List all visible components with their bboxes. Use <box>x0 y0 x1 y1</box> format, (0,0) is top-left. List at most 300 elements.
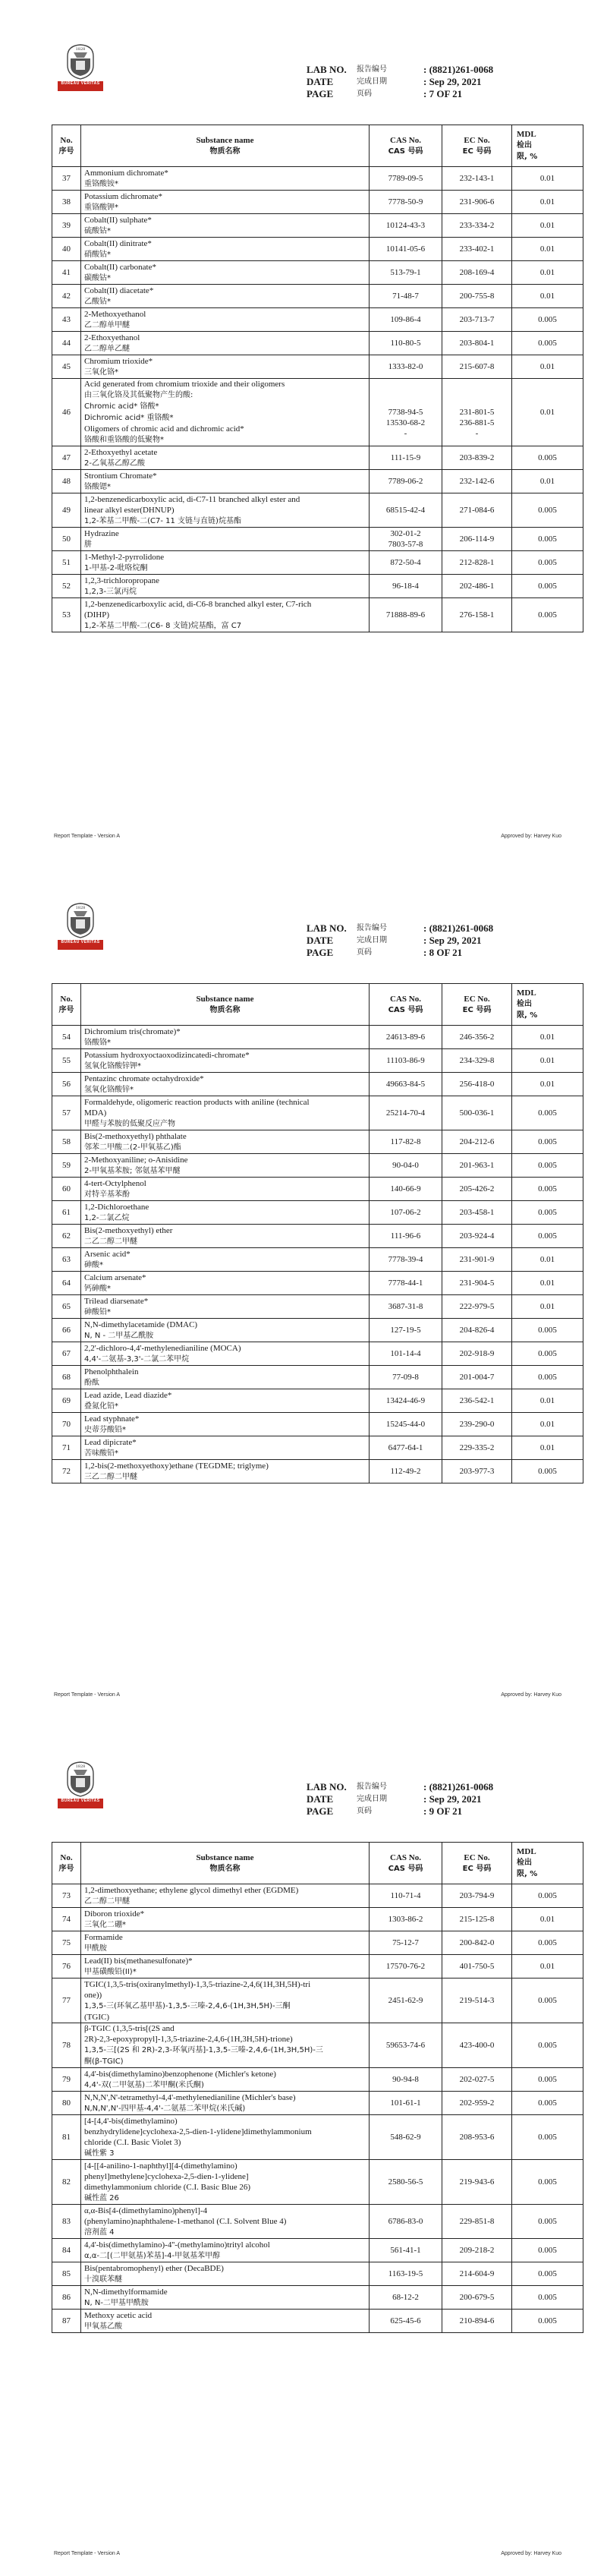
row-number: 74 <box>52 1908 81 1931</box>
cas-number: 96-18-4 <box>370 575 442 598</box>
mdl-value: 0.005 <box>512 1130 583 1154</box>
lab-no-value: : (8821)261-0068 <box>423 1781 494 1792</box>
mdl-value: 0.005 <box>512 308 583 332</box>
cas-number: 101-61-1 <box>370 2092 442 2115</box>
col-header-no: No. 序号 <box>52 984 81 1026</box>
cas-number: 302-01-2 7803-57-8 <box>370 528 442 551</box>
mdl-value: 0.01 <box>512 1295 583 1319</box>
table-row <box>52 332 583 355</box>
footer-approved-by: Approved by: Harvey Kuo <box>501 1692 561 1698</box>
cas-number: 2580-56-5 <box>370 2160 442 2205</box>
cas-number: 101-14-4 <box>370 1342 442 1366</box>
row-number: 85 <box>52 2262 81 2286</box>
substance-name: N,N-dimethylformamide N, N-二甲基甲酰胺 <box>81 2286 370 2310</box>
ec-number: 203-804-1 <box>442 332 512 355</box>
ec-number: 203-794-9 <box>442 1884 512 1908</box>
ec-number: 210-894-6 <box>442 2310 512 2333</box>
bureau-veritas-logo <box>56 901 105 951</box>
table-row <box>52 528 583 551</box>
substance-name: [4-[4,4'-bis(dimethylamino) benzhydrylidene]cyclohexa-2,5-dien-1-ylidene]dimethylammonium chloride (C.I. Basic Violet 3) 碱性紫 3 <box>81 2115 370 2160</box>
cas-number: 872-50-4 <box>370 551 442 575</box>
ec-number: 214-604-9 <box>442 2262 512 2286</box>
cas-number: 111-96-6 <box>370 1225 442 1248</box>
mdl-value: 0.005 <box>512 1884 583 1908</box>
substance-name: Cobalt(II) diacetate* 乙酸钴* <box>81 285 370 308</box>
col-header-mdl: MDL 检出 限, % <box>512 1843 583 1884</box>
page-label: PAGE <box>307 88 334 99</box>
lab-no-label: LAB NO. <box>307 1781 347 1792</box>
table-row <box>52 285 583 308</box>
table-header-row <box>52 1843 583 1884</box>
cas-number: 71-48-7 <box>370 285 442 308</box>
substance-name: Cobalt(II) sulphate* 硫酸钴* <box>81 214 370 238</box>
cas-number: 11103-86-9 <box>370 1049 442 1073</box>
table-row <box>52 1225 583 1248</box>
date-label: DATE <box>307 935 334 946</box>
mdl-value: 0.005 <box>512 1154 583 1178</box>
cas-number: 1303-86-2 <box>370 1908 442 1931</box>
table-row <box>52 1413 583 1436</box>
table-row <box>52 214 583 238</box>
row-number: 52 <box>52 575 81 598</box>
mdl-value: 0.01 <box>512 1389 583 1413</box>
mdl-value: 0.005 <box>512 2262 583 2286</box>
cas-number: 1163-19-5 <box>370 2262 442 2286</box>
report-header <box>307 64 493 100</box>
substance-name: 2-Methoxyethanol 乙二醇单甲醚 <box>81 308 370 332</box>
cas-number: 7738-94-5 13530-68-2 - <box>370 379 442 446</box>
date-label-cn: 完成日期 <box>357 936 387 944</box>
substance-name: Lead styphnate* 史蒂芬酸铅* <box>81 1413 370 1436</box>
substance-name: Lead azide, Lead diazide* 叠氮化铅* <box>81 1389 370 1413</box>
row-number: 39 <box>52 214 81 238</box>
report-header <box>307 1781 493 1818</box>
table-row <box>52 2092 583 2115</box>
footer-approved-by: Approved by: Harvey Kuo <box>501 834 561 839</box>
table-row <box>52 2262 583 2286</box>
mdl-value: 0.01 <box>512 285 583 308</box>
substance-name: Lead(II) bis(methanesulfonate)* 甲基磺酸铅(II)* <box>81 1955 370 1979</box>
cas-number: 561-41-1 <box>370 2239 442 2262</box>
ec-number: 202-959-2 <box>442 2092 512 2115</box>
date-label-cn: 完成日期 <box>357 1795 387 1803</box>
ec-number: 222-979-5 <box>442 1295 512 1319</box>
mdl-value: 0.005 <box>512 551 583 575</box>
substance-name: Methoxy acetic acid 甲氧基乙酸 <box>81 2310 370 2333</box>
row-number: 76 <box>52 1955 81 1979</box>
substance-name: 2-Ethoxyethyl acetate 2-乙氧基乙醇乙酸 <box>81 446 370 470</box>
table-row <box>52 355 583 379</box>
table-row <box>52 238 583 261</box>
row-number: 41 <box>52 261 81 285</box>
cas-number: 71888-89-6 <box>370 598 442 632</box>
row-number: 78 <box>52 2023 81 2068</box>
row-number: 67 <box>52 1342 81 1366</box>
cas-number: 140-66-9 <box>370 1178 442 1201</box>
ec-number: 231-906-6 <box>442 191 512 214</box>
row-number: 70 <box>52 1413 81 1436</box>
mdl-value: 0.005 <box>512 1342 583 1366</box>
cas-number: 117-82-8 <box>370 1130 442 1154</box>
ec-number: 219-514-3 <box>442 1979 512 2023</box>
row-number: 83 <box>52 2205 81 2239</box>
table-row <box>52 1908 583 1931</box>
cas-number: 17570-76-2 <box>370 1955 442 1979</box>
table-row <box>52 1248 583 1272</box>
svg-text:1828: 1828 <box>75 1764 86 1769</box>
substance-name: TGIC(1,3,5-tris(oxiranylmethyl)-1,3,5-triazine-2,4,6(1H,3H,5H)-tri one)) 1,3,5-三(环氧乙基甲基)-1,3,5-三嗪-2,4,6-(1H,3H,5H)-三酮 (TGIC) <box>81 1979 370 2023</box>
page-number-value: : 9 OF 21 <box>423 1805 463 1817</box>
row-number: 66 <box>52 1319 81 1342</box>
mdl-value: 0.01 <box>512 1413 583 1436</box>
substance-name: 2-Methoxyaniline; o-Anisidine 2-甲氧基苯胺; 邻氨基苯甲醚 <box>81 1154 370 1178</box>
ec-number: 229-851-8 <box>442 2205 512 2239</box>
cas-number: 15245-44-0 <box>370 1413 442 1436</box>
col-header-substance: Substance name 物质名称 <box>81 1843 370 1884</box>
mdl-value: 0.01 <box>512 214 583 238</box>
date-label: DATE <box>307 76 334 87</box>
col-header-ec: EC No. EC 号码 <box>442 984 512 1026</box>
table-row <box>52 1366 583 1389</box>
page-label: PAGE <box>307 1805 334 1817</box>
mdl-value: 0.01 <box>512 1955 583 1979</box>
cas-number: 127-19-5 <box>370 1319 442 1342</box>
cas-number: 2451-62-9 <box>370 1979 442 2023</box>
mdl-value: 0.005 <box>512 2115 583 2160</box>
row-number: 49 <box>52 493 81 528</box>
mdl-value: 0.005 <box>512 332 583 355</box>
row-number: 50 <box>52 528 81 551</box>
col-header-cas: CAS No. CAS 号码 <box>370 1843 442 1884</box>
bureau-veritas-logo <box>56 1760 105 1810</box>
lab-no-label: LAB NO. <box>307 922 347 934</box>
mdl-value: 0.005 <box>512 1366 583 1389</box>
svg-text:1828: 1828 <box>75 906 86 910</box>
substance-name: 1,2-dimethoxyethane; ethylene glycol dimethyl ether (EGDME) 乙二醇二甲醚 <box>81 1884 370 1908</box>
date-value: : Sep 29, 2021 <box>423 76 482 87</box>
table-row <box>52 2205 583 2239</box>
row-number: 55 <box>52 1049 81 1073</box>
mdl-value: 0.005 <box>512 2205 583 2239</box>
ec-number: 208-953-6 <box>442 2115 512 2160</box>
table-row <box>52 1026 583 1049</box>
substance-name: Cobalt(II) dinitrate* 硝酸钴* <box>81 238 370 261</box>
ec-number: 229-335-2 <box>442 1436 512 1460</box>
col-header-mdl: MDL 检出 限, % <box>512 984 583 1026</box>
row-number: 77 <box>52 1979 81 2023</box>
cas-number: 625-45-6 <box>370 2310 442 2333</box>
cas-number: 3687-31-8 <box>370 1295 442 1319</box>
mdl-value: 0.005 <box>512 1931 583 1955</box>
ec-number: 232-143-1 <box>442 167 512 191</box>
substance-name: α,α-Bis[4-(dimethylamino)phenyl]-4 (phenylamino)naphthalene-1-methanol (C.I. Solvent Blue 4) 溶剂蓝 4 <box>81 2205 370 2239</box>
ec-number: 219-943-6 <box>442 2160 512 2205</box>
mdl-value: 0.005 <box>512 2160 583 2205</box>
table-row <box>52 1154 583 1178</box>
substance-name: Bis(2-methoxyethyl) ether 二乙二醇二甲醚 <box>81 1225 370 1248</box>
row-number: 72 <box>52 1460 81 1483</box>
row-number: 86 <box>52 2286 81 2310</box>
table-row <box>52 493 583 528</box>
ec-number: 231-801-5 236-881-5 - <box>442 379 512 446</box>
cas-number: 59653-74-6 <box>370 2023 442 2068</box>
table-row <box>52 2068 583 2092</box>
substance-name: Phenolphthalein 酚酞 <box>81 1366 370 1389</box>
mdl-value: 0.005 <box>512 1201 583 1225</box>
table-header-row <box>52 125 583 167</box>
table-row <box>52 1096 583 1130</box>
cas-number: 49663-84-5 <box>370 1073 442 1096</box>
table-row <box>52 470 583 493</box>
table-row <box>52 1460 583 1483</box>
row-number: 80 <box>52 2092 81 2115</box>
page-number-value: : 8 OF 21 <box>423 947 463 958</box>
row-number: 58 <box>52 1130 81 1154</box>
row-number: 43 <box>52 308 81 332</box>
row-number: 60 <box>52 1178 81 1201</box>
row-number: 62 <box>52 1225 81 1248</box>
col-header-mdl: MDL 检出 限, % <box>512 125 583 167</box>
mdl-value: 0.01 <box>512 1049 583 1073</box>
ec-number: 204-212-6 <box>442 1130 512 1154</box>
mdl-value: 0.005 <box>512 446 583 470</box>
row-number: 87 <box>52 2310 81 2333</box>
cas-number: 75-12-7 <box>370 1931 442 1955</box>
table-row <box>52 1884 583 1908</box>
ec-number: 203-458-1 <box>442 1201 512 1225</box>
mdl-value: 0.01 <box>512 1073 583 1096</box>
substance-name: Bis(2-methoxyethyl) phthalate 邻苯二甲酸二(2-甲氧基乙)酯 <box>81 1130 370 1154</box>
table-row <box>52 446 583 470</box>
cas-number: 10141-05-6 <box>370 238 442 261</box>
row-number: 44 <box>52 332 81 355</box>
mdl-value: 0.01 <box>512 191 583 214</box>
date-value: : Sep 29, 2021 <box>423 935 482 946</box>
ec-number: 203-977-3 <box>442 1460 512 1483</box>
ec-number: 423-400-0 <box>442 2023 512 2068</box>
mdl-value: 0.01 <box>512 1436 583 1460</box>
ec-number: 256-418-0 <box>442 1073 512 1096</box>
row-number: 40 <box>52 238 81 261</box>
substance-name: 1,2-bis(2-methoxyethoxy)ethane (TEGDME; triglyme) 三乙二醇二甲醚 <box>81 1460 370 1483</box>
col-header-substance: Substance name 物质名称 <box>81 125 370 167</box>
report-page <box>0 0 607 859</box>
footer-template-version: Report Template - Version A <box>54 2551 121 2556</box>
table-row <box>52 551 583 575</box>
substance-name: Chromium trioxide* 三氧化铬* <box>81 355 370 379</box>
ec-number: 201-004-7 <box>442 1366 512 1389</box>
cas-number: 90-94-8 <box>370 2068 442 2092</box>
mdl-value: 0.005 <box>512 528 583 551</box>
ec-number: 201-963-1 <box>442 1154 512 1178</box>
bureau-veritas-crest-icon <box>63 901 98 939</box>
table-row <box>52 598 583 632</box>
lab-no-label-cn: 报告编号 <box>357 924 387 932</box>
table-row <box>52 1295 583 1319</box>
table-row <box>52 261 583 285</box>
lab-no-label-cn: 报告编号 <box>357 1783 387 1791</box>
mdl-value: 0.005 <box>512 1319 583 1342</box>
cas-number: 7789-09-5 <box>370 167 442 191</box>
row-number: 73 <box>52 1884 81 1908</box>
cas-number: 77-09-8 <box>370 1366 442 1389</box>
substance-name: Lead dipicrate* 苦味酸铅* <box>81 1436 370 1460</box>
mdl-value: 0.005 <box>512 2092 583 2115</box>
row-number: 82 <box>52 2160 81 2205</box>
mdl-value: 0.01 <box>512 1908 583 1931</box>
table-row <box>52 1201 583 1225</box>
ec-number: 205-426-2 <box>442 1178 512 1201</box>
report-header <box>307 922 493 959</box>
table-row <box>52 167 583 191</box>
mdl-value: 0.01 <box>512 1272 583 1295</box>
date-value: : Sep 29, 2021 <box>423 1793 482 1805</box>
cas-number: 6477-64-1 <box>370 1436 442 1460</box>
mdl-value: 0.005 <box>512 1979 583 2023</box>
mdl-value: 0.005 <box>512 1460 583 1483</box>
mdl-value: 0.01 <box>512 355 583 379</box>
table-row <box>52 1130 583 1154</box>
lab-no-value: : (8821)261-0068 <box>423 922 494 934</box>
table-row <box>52 2115 583 2160</box>
cas-number: 7778-39-4 <box>370 1248 442 1272</box>
row-number: 68 <box>52 1366 81 1389</box>
page-label-cn: 页码 <box>357 948 372 957</box>
row-number: 56 <box>52 1073 81 1096</box>
row-number: 75 <box>52 1931 81 1955</box>
footer-template-version: Report Template - Version A <box>54 834 121 839</box>
table-row <box>52 191 583 214</box>
table-row <box>52 2286 583 2310</box>
table-row <box>52 1272 583 1295</box>
footer-template-version: Report Template - Version A <box>54 1692 121 1698</box>
substance-name: Cobalt(II) carbonate* 碳酸钴* <box>81 261 370 285</box>
cas-number: 112-49-2 <box>370 1460 442 1483</box>
page-label-cn: 页码 <box>357 1807 372 1815</box>
ec-number: 203-839-2 <box>442 446 512 470</box>
cas-number: 548-62-9 <box>370 2115 442 2160</box>
substance-name: β-TGIC (1,3,5-tris[(2S and 2R)-2,3-epoxypropyl]-1,3,5-triazine-2,4,6-(1H,3H,5H)-trione) 1,3,5-三[(2S 和 2R)-2,3-环氧丙基]-1,3,5-三嗪-2,4,6-(1H,3H,5H)-三 酮(β-TGIC) <box>81 2023 370 2068</box>
logo-wordmark: BUREAU VERITAS <box>58 81 103 91</box>
row-number: 69 <box>52 1389 81 1413</box>
table-row <box>52 379 583 446</box>
mdl-value: 0.005 <box>512 2068 583 2092</box>
substance-name: 4,4'-bis(dimethylamino)benzophenone (Michler's ketone) 4,4'-双(二甲氨基)二苯甲酮(米氏酮) <box>81 2068 370 2092</box>
table-row <box>52 1049 583 1073</box>
cas-number: 24613-89-6 <box>370 1026 442 1049</box>
cas-number: 513-79-1 <box>370 261 442 285</box>
substance-name: [4-[[4-anilino-1-naphthyl][4-(dimethylamino) phenyl]methylene]cyclohexa-2,5-dien-1-ylidene] dimethylammonium chloride (C.I. Basic Blue 26) 碱性蓝 26 <box>81 2160 370 2205</box>
cas-number: 68515-42-4 <box>370 493 442 528</box>
row-number: 81 <box>52 2115 81 2160</box>
row-number: 71 <box>52 1436 81 1460</box>
cas-number: 7789-06-2 <box>370 470 442 493</box>
page-label: PAGE <box>307 947 334 958</box>
bureau-veritas-crest-icon <box>63 43 98 80</box>
substance-name: 1-Methyl-2-pyrrolidone 1-甲基-2-吡咯烷酮 <box>81 551 370 575</box>
substance-name: Potassium dichromate* 重铬酸钾* <box>81 191 370 214</box>
substance-name: 2,2'-dichloro-4,4'-methylenedianiline (MOCA) 4,4'-二氨基-3,3'-二氯二苯甲烷 <box>81 1342 370 1366</box>
mdl-value: 0.005 <box>512 2023 583 2068</box>
col-header-ec: EC No. EC 号码 <box>442 1843 512 1884</box>
mdl-value: 0.005 <box>512 575 583 598</box>
ec-number: 276-158-1 <box>442 598 512 632</box>
col-header-cas: CAS No. CAS 号码 <box>370 125 442 167</box>
cas-number: 7778-44-1 <box>370 1272 442 1295</box>
cas-number: 1333-82-0 <box>370 355 442 379</box>
date-label-cn: 完成日期 <box>357 77 387 86</box>
cas-number: 68-12-2 <box>370 2286 442 2310</box>
col-header-ec: EC No. EC 号码 <box>442 125 512 167</box>
table-row <box>52 1979 583 2023</box>
table-row <box>52 575 583 598</box>
substance-name: N,N-dimethylacetamide (DMAC) N, N - 二甲基乙酰胺 <box>81 1319 370 1342</box>
substance-name: 1,2,3-trichloropropane 1,2,3-三氯丙烷 <box>81 575 370 598</box>
cas-number: 110-71-4 <box>370 1884 442 1908</box>
substance-name: N,N,N',N'-tetramethyl-4,4'-methylenedianiline (Michler's base) N,N,N',N'-四甲基-4,4'-二氨基二苯甲烷(米氏碱) <box>81 2092 370 2115</box>
table-row <box>52 1319 583 1342</box>
substance-name: Formamide 甲酰胺 <box>81 1931 370 1955</box>
col-header-cas: CAS No. CAS 号码 <box>370 984 442 1026</box>
cas-number: 90-04-0 <box>370 1154 442 1178</box>
row-number: 63 <box>52 1248 81 1272</box>
ec-number: 500-036-1 <box>442 1096 512 1130</box>
substance-name: Diboron trioxide* 三氧化二硼* <box>81 1908 370 1931</box>
ec-number: 206-114-9 <box>442 528 512 551</box>
ec-number: 215-607-8 <box>442 355 512 379</box>
substance-name: Ammonium dichromate* 重铬酸铵* <box>81 167 370 191</box>
substance-table <box>52 983 583 1483</box>
substance-name: 4,4'-bis(dimethylamino)-4''-(methylamino)trityl alcohol α,α-二[(二甲氨基)苯基]-4-甲氨基苯甲醇 <box>81 2239 370 2262</box>
mdl-value: 0.01 <box>512 1026 583 1049</box>
ec-number: 236-542-1 <box>442 1389 512 1413</box>
cas-number: 6786-83-0 <box>370 2205 442 2239</box>
bureau-veritas-crest-icon <box>63 1760 98 1798</box>
substance-name: Formaldehyde, oligomeric reaction products with aniline (technical MDA) 甲醛与苯胺的低聚反应产物 <box>81 1096 370 1130</box>
substance-name: Acid generated from chromium trioxide and their oligomers 由三氧化铬及其低聚物产生的酸: Chromic acid* 铬酸* Dichromic acid* 重铬酸* Oligomers of chromic acid and dichromic acid* 铬酸和重铬酸的低聚物* <box>81 379 370 446</box>
substance-name: Arsenic acid* 砷酸* <box>81 1248 370 1272</box>
substance-name: Pentazinc chromate octahydroxide* 氢氧化铬酸锌* <box>81 1073 370 1096</box>
ec-number: 271-084-6 <box>442 493 512 528</box>
mdl-value: 0.005 <box>512 1225 583 1248</box>
col-header-substance: Substance name 物质名称 <box>81 984 370 1026</box>
mdl-value: 0.005 <box>512 2286 583 2310</box>
mdl-value: 0.01 <box>512 1248 583 1272</box>
row-number: 46 <box>52 379 81 446</box>
row-number: 53 <box>52 598 81 632</box>
substance-name: Dichromium tris(chromate)* 铬酸铬* <box>81 1026 370 1049</box>
substance-name: 1,2-benzenedicarboxylic acid, di-C6-8 branched alkyl ester, C7-rich (DIHP) 1,2-苯基二甲酸-二(C6- 8 支链)烷基酯，富 C7 <box>81 598 370 632</box>
cas-number: 25214-70-4 <box>370 1096 442 1130</box>
ec-number: 231-901-9 <box>442 1248 512 1272</box>
ec-number: 246-356-2 <box>442 1026 512 1049</box>
mdl-value: 0.01 <box>512 261 583 285</box>
ec-number: 234-329-8 <box>442 1049 512 1073</box>
row-number: 45 <box>52 355 81 379</box>
table-header-row <box>52 984 583 1026</box>
row-number: 65 <box>52 1295 81 1319</box>
mdl-value: 0.005 <box>512 1178 583 1201</box>
row-number: 84 <box>52 2239 81 2262</box>
mdl-value: 0.01 <box>512 167 583 191</box>
logo-wordmark: BUREAU VERITAS <box>58 940 103 950</box>
ec-number: 203-924-4 <box>442 1225 512 1248</box>
mdl-value: 0.005 <box>512 493 583 528</box>
row-number: 48 <box>52 470 81 493</box>
ec-number: 208-169-4 <box>442 261 512 285</box>
table-row <box>52 1931 583 1955</box>
ec-number: 233-402-1 <box>442 238 512 261</box>
